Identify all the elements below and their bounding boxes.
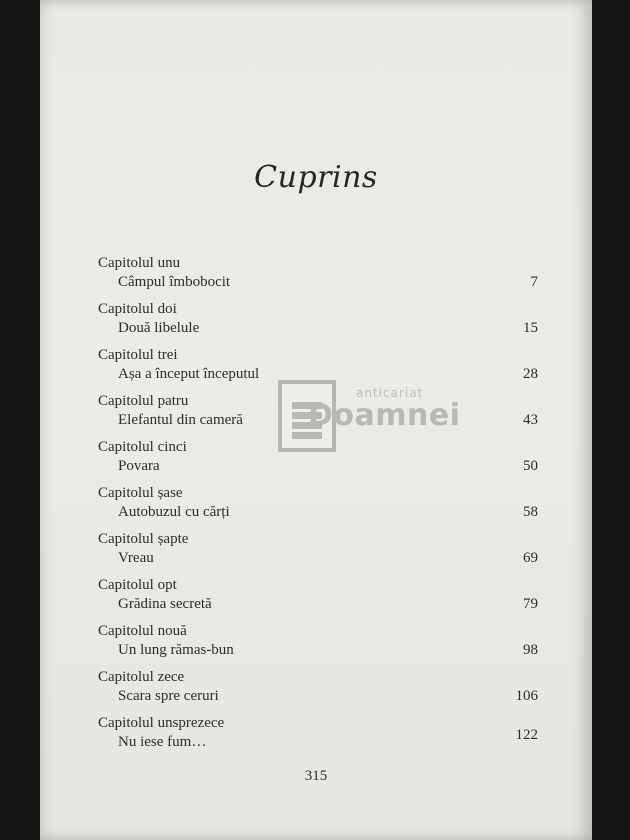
toc-chapter-title: Două libelule xyxy=(118,320,200,336)
toc-chapter-title: Povara xyxy=(118,458,160,474)
watermark-brand-text: Doamnei xyxy=(308,398,461,433)
toc-page-number: 122 xyxy=(515,727,538,743)
toc-entry xyxy=(98,301,538,347)
toc-chapter-title: Așa a început începutul xyxy=(118,366,260,382)
toc-page-number: 7 xyxy=(530,274,538,290)
toc-entry xyxy=(98,485,538,531)
toc-entry xyxy=(98,715,538,761)
toc-chapter-label: Capitolul șase xyxy=(98,485,183,501)
toc-entry xyxy=(98,255,538,301)
toc-page-number: 69 xyxy=(523,550,538,566)
toc-chapter-label: Capitolul trei xyxy=(98,347,178,363)
page-title: Cuprins xyxy=(254,160,378,195)
toc-chapter-label: Capitolul opt xyxy=(98,577,177,593)
toc-chapter-label: Capitolul doi xyxy=(98,301,177,317)
toc-chapter-label: Capitolul zece xyxy=(98,669,185,685)
toc-chapter-title: Grădina secretă xyxy=(118,596,212,612)
toc-page-number: 50 xyxy=(523,458,538,474)
toc-chapter-label: Capitolul șapte xyxy=(98,531,189,547)
toc-chapter-title: Autobuzul cu cărți xyxy=(118,504,230,520)
toc-entry xyxy=(98,531,538,577)
toc-chapter-label: Capitolul cinci xyxy=(98,439,187,455)
toc-page-number: 98 xyxy=(523,642,538,658)
toc-chapter-label: Capitolul unsprezece xyxy=(98,715,225,731)
toc-chapter-title: Scara spre ceruri xyxy=(118,688,219,704)
watermark xyxy=(278,380,461,460)
toc-page-number: 43 xyxy=(523,412,538,428)
toc-chapter-title: Elefantul din cameră xyxy=(118,412,243,428)
toc-entry xyxy=(98,623,538,669)
toc-page-number: 28 xyxy=(523,366,538,382)
toc-page-number: 106 xyxy=(515,688,538,704)
toc-page-number: 58 xyxy=(523,504,538,520)
page-number: 315 xyxy=(304,768,328,784)
toc-chapter-label: Capitolul nouă xyxy=(98,623,187,639)
toc-page-number: 15 xyxy=(523,320,538,336)
toc-chapter-title: Nu iese fum… xyxy=(118,734,207,750)
toc-page-number: 79 xyxy=(523,596,538,612)
toc-entry xyxy=(98,669,538,715)
toc-chapter-label: Capitolul unu xyxy=(98,255,181,271)
toc-chapter-title: Vreau xyxy=(118,550,154,566)
toc-entry xyxy=(98,577,538,623)
toc-chapter-title: Câmpul îmbobocit xyxy=(118,274,231,290)
toc-chapter-title: Un lung rămas-bun xyxy=(118,642,234,658)
watermark-small-text: anticariat xyxy=(356,386,424,400)
toc-chapter-label: Capitolul patru xyxy=(98,393,189,409)
book-page xyxy=(40,0,592,840)
table-of-contents xyxy=(98,255,538,761)
